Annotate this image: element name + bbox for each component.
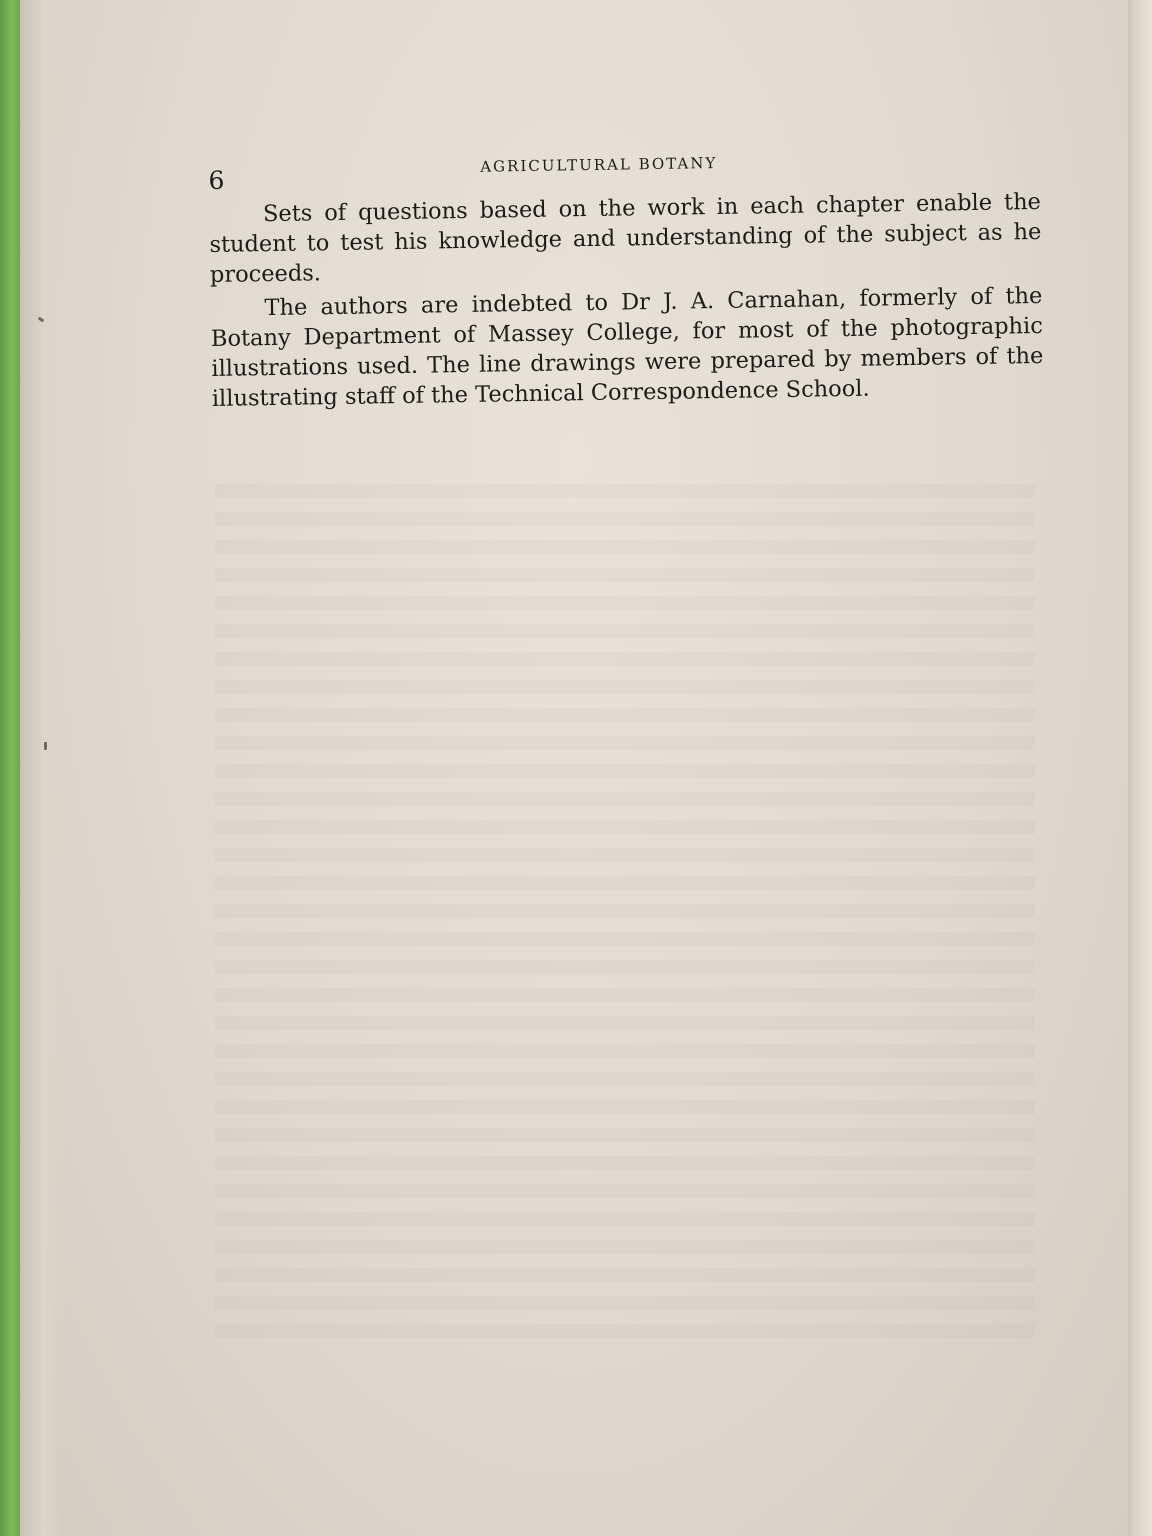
reverse-side-show-through — [215, 470, 1035, 1350]
page-text-block — [208, 139, 1044, 414]
page-number: 6 — [208, 165, 226, 195]
body-paragraph: The authors are indebted to Dr J. A. Carnahan, formerly of the Botany Department of Massey College, for most of the photographic illustrations used. The line drawings were prepared by members of the illustrating staff of the Technical Correspondence School. — [210, 282, 1044, 412]
running-head-title: AGRICULTURAL BOTANY — [480, 154, 718, 176]
margin-mark — [44, 742, 47, 750]
page-gutter-shadow — [20, 0, 60, 1536]
body-paragraph: Sets of questions based on the work in each chapter enable the student to test his knowledge and understanding of the subject as he proceeds. — [209, 188, 1042, 288]
book-cover-left-edge — [0, 0, 20, 1536]
